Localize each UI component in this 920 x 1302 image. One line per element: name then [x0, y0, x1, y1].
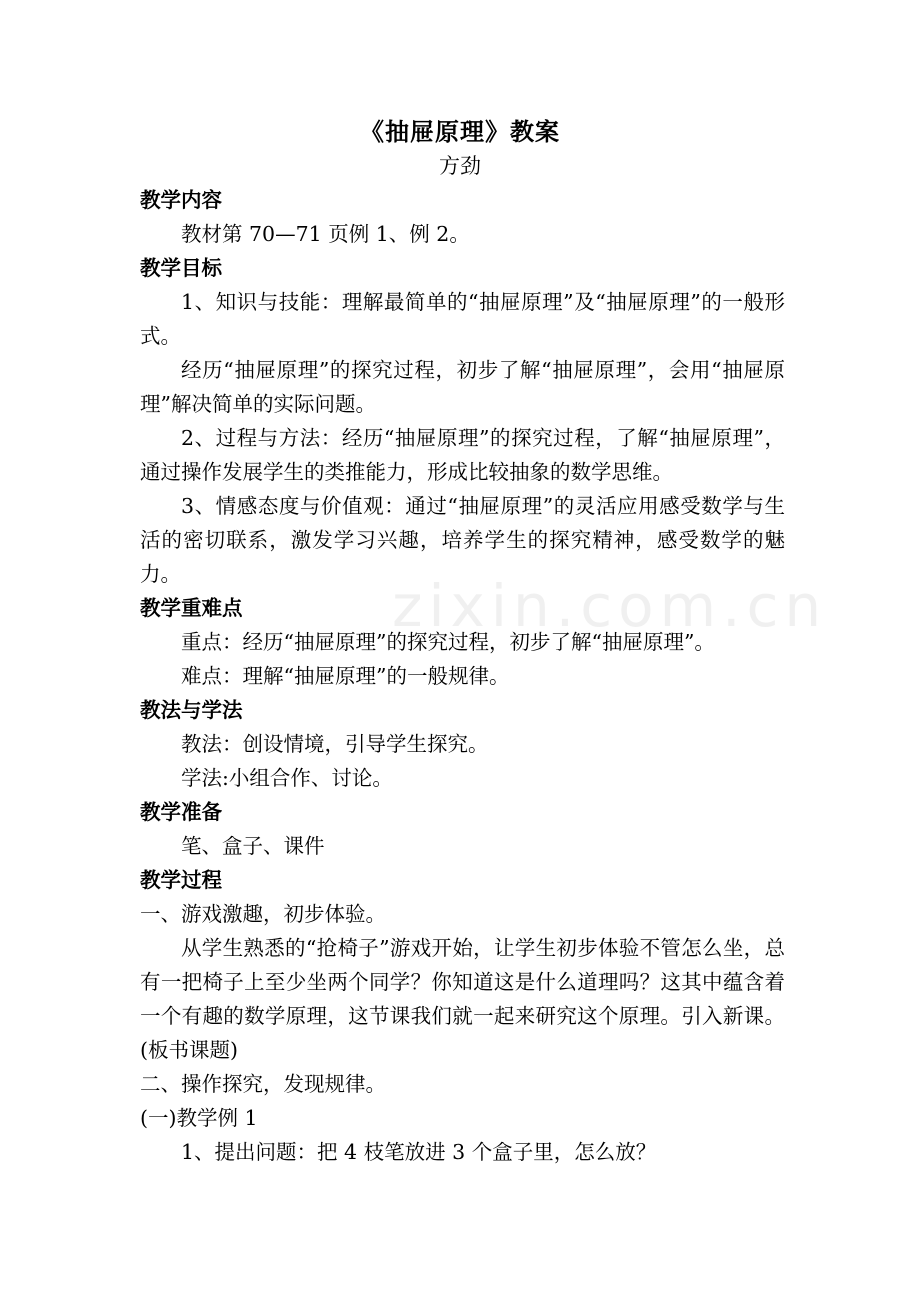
- document-author: 方劲: [439, 154, 481, 178]
- paragraph: 难点：理解“抽屉原理”的一般规律。: [181, 664, 510, 688]
- section-heading-goals: 教学目标: [140, 256, 222, 280]
- paragraph: 教法：创设情境，引导学生探究。: [181, 732, 489, 756]
- step-heading: 一、游戏激趣，初步体验。: [140, 902, 386, 926]
- document-body: [140, 183, 785, 1169]
- paragraph: 2、过程与方法：经历“抽屉原理”的探究过程，了解“抽屉原理”，通过操作发展学生的类推能力，形成比较抽象的数学思维。: [140, 426, 785, 484]
- paragraph: 1、知识与技能：理解最简单的“抽屉原理”及“抽屉原理”的一般形式。: [140, 290, 785, 348]
- paragraph: 3、情感态度与价值观：通过“抽屉原理”的灵活应用感受数学与生活的密切联系，激发学习兴趣，培养学生的探究精神，感受数学的魅力。: [140, 494, 785, 586]
- paragraph: 经历“抽屉原理”的探究过程，初步了解“抽屉原理”，会用“抽屉原理”解决简单的实际问题。: [140, 358, 785, 416]
- section-heading-methods: 教法与学法: [140, 698, 243, 722]
- section-heading-process: 教学过程: [140, 868, 222, 892]
- paragraph: 从学生熟悉的“抢椅子”游戏开始，让学生初步体验不管怎么坐，总有一把椅子上至少坐两个同学？你知道这是什么道理吗？这其中蕴含着一个有趣的数学原理，这节课我们就一起来研究这个原理。引入新课。(板书课题): [140, 936, 785, 1062]
- document-title: 《抽屉原理》教案: [360, 117, 560, 146]
- step-heading: 二、操作探究，发现规律。: [140, 1072, 386, 1096]
- paragraph: 1、提出问题：把 4 枝笔放进 3 个盒子里，怎么放？: [181, 1140, 657, 1164]
- section-heading-keypoints: 教学重难点: [140, 596, 243, 620]
- paragraph: 重点：经历“抽屉原理”的探究过程，初步了解“抽屉原理”。: [181, 630, 715, 654]
- paragraph: 笔、盒子、课件: [181, 834, 325, 858]
- watermark: zixin.com.cn: [392, 572, 828, 640]
- paragraph: 教材第 70—71 页例 1、例 2。: [181, 222, 470, 246]
- sub-heading: (一)教学例 1: [140, 1106, 258, 1130]
- paragraph: 学法:小组合作、讨论。: [181, 766, 393, 790]
- section-heading-content: 教学内容: [140, 188, 222, 212]
- section-heading-prep: 教学准备: [140, 800, 222, 824]
